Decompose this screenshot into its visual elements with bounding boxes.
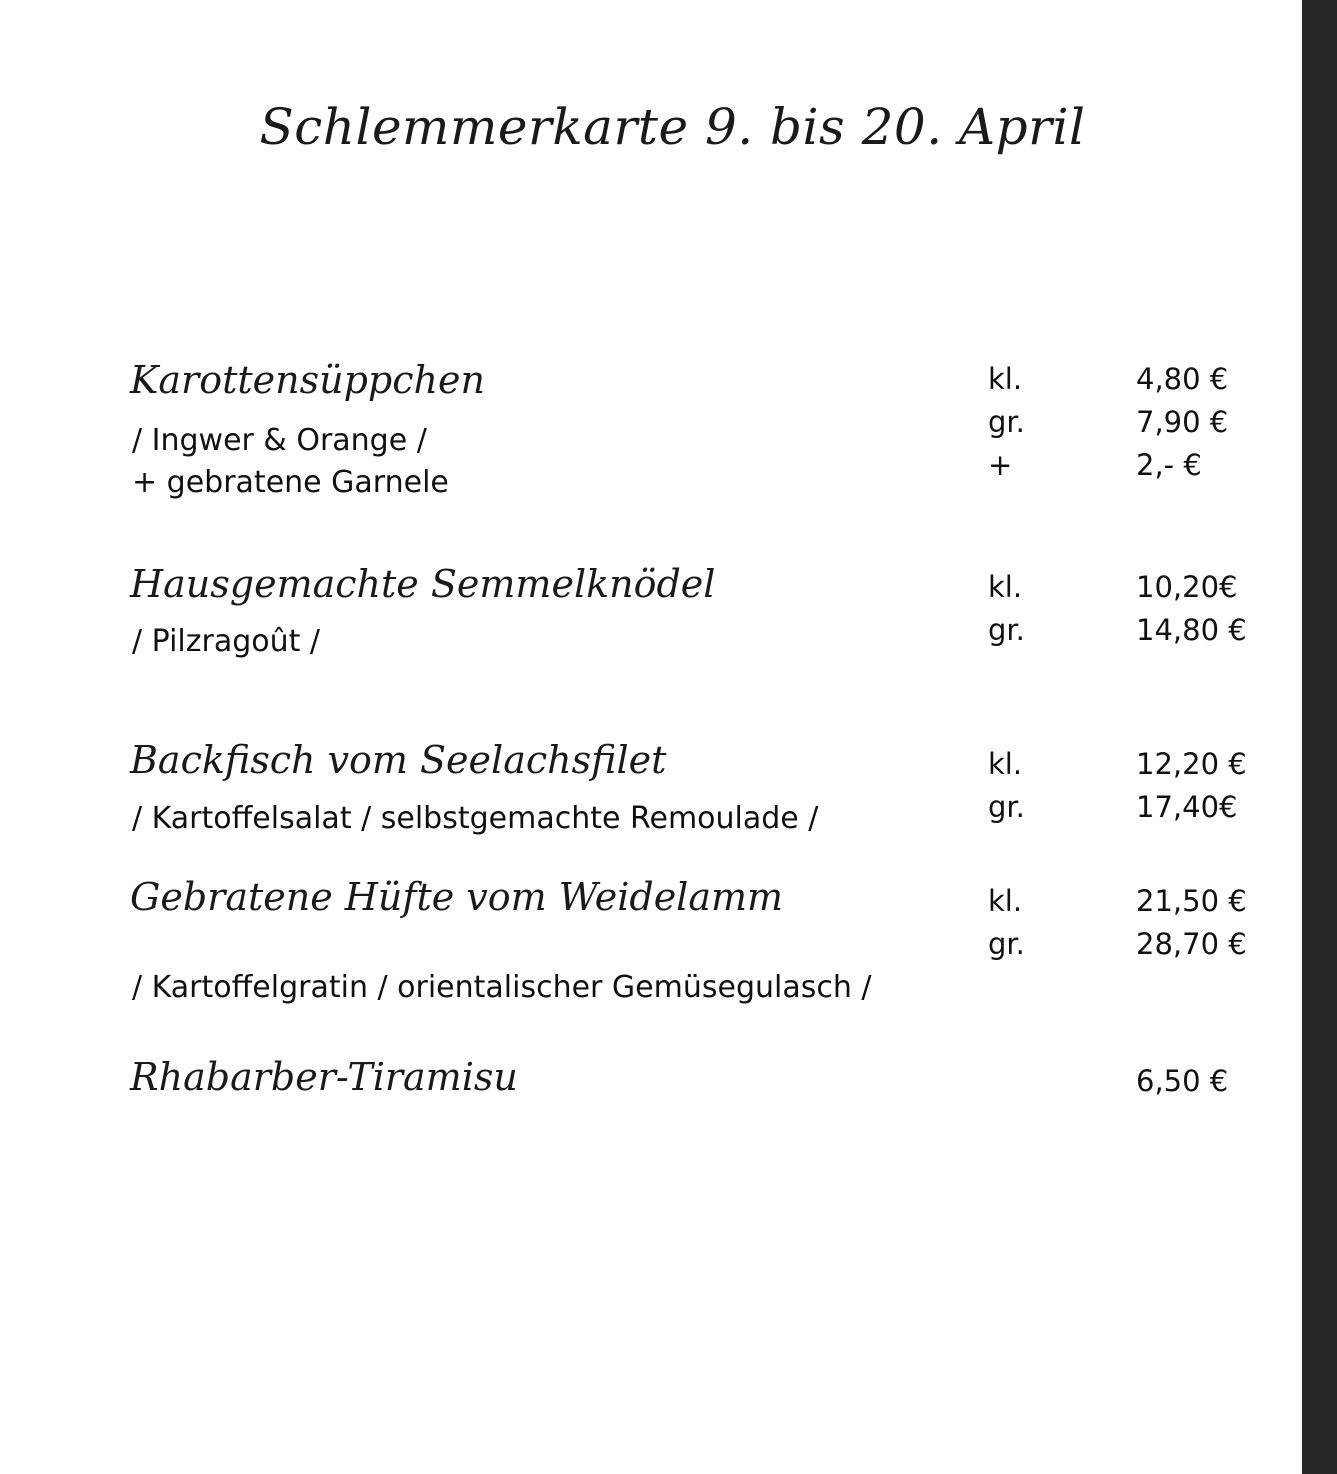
size-label: kl. — [988, 747, 1023, 781]
dish-name: Hausgemachte Semmelknödel — [130, 562, 716, 606]
dish-description: + gebratene Garnele — [132, 465, 449, 500]
dish-name: Karottensüppchen — [130, 358, 485, 402]
price-value: 10,20€ — [1136, 570, 1238, 604]
size-label: gr. — [988, 405, 1025, 439]
size-label: gr. — [988, 613, 1025, 647]
size-label: kl. — [988, 884, 1023, 918]
price-value: 7,90 € — [1136, 405, 1229, 439]
dish-name: Gebratene Hüfte vom Weidelamm — [130, 875, 784, 919]
dish-name: Backfisch vom Seelachsfilet — [130, 738, 667, 782]
dish-description: / Ingwer & Orange / — [132, 423, 427, 458]
size-label: gr. — [988, 927, 1025, 961]
price-value: 4,80 € — [1136, 362, 1229, 396]
price-value: 21,50 € — [1136, 884, 1247, 918]
price-value: 6,50 € — [1136, 1064, 1229, 1098]
dish-description: / Kartoffelsalat / selbstgemachte Remoulade / — [132, 801, 819, 836]
dish-name: Rhabarber-Tiramisu — [130, 1055, 518, 1099]
right-edge-bar — [1302, 0, 1337, 1474]
price-value: 14,80 € — [1136, 613, 1247, 647]
size-label: + — [988, 448, 1013, 482]
size-label: kl. — [988, 362, 1023, 396]
dish-description: / Kartoffelgratin / orientalischer Gemüsegulasch / — [132, 970, 872, 1005]
price-value: 17,40€ — [1136, 790, 1238, 824]
price-value: 28,70 € — [1136, 927, 1247, 961]
price-value: 2,- € — [1136, 448, 1202, 482]
dish-description: / Pilzragoût / — [132, 624, 321, 659]
price-value: 12,20 € — [1136, 747, 1247, 781]
menu-title: Schlemmerkarte 9. bis 20. April — [259, 98, 1086, 156]
size-label: kl. — [988, 570, 1023, 604]
size-label: gr. — [988, 790, 1025, 824]
